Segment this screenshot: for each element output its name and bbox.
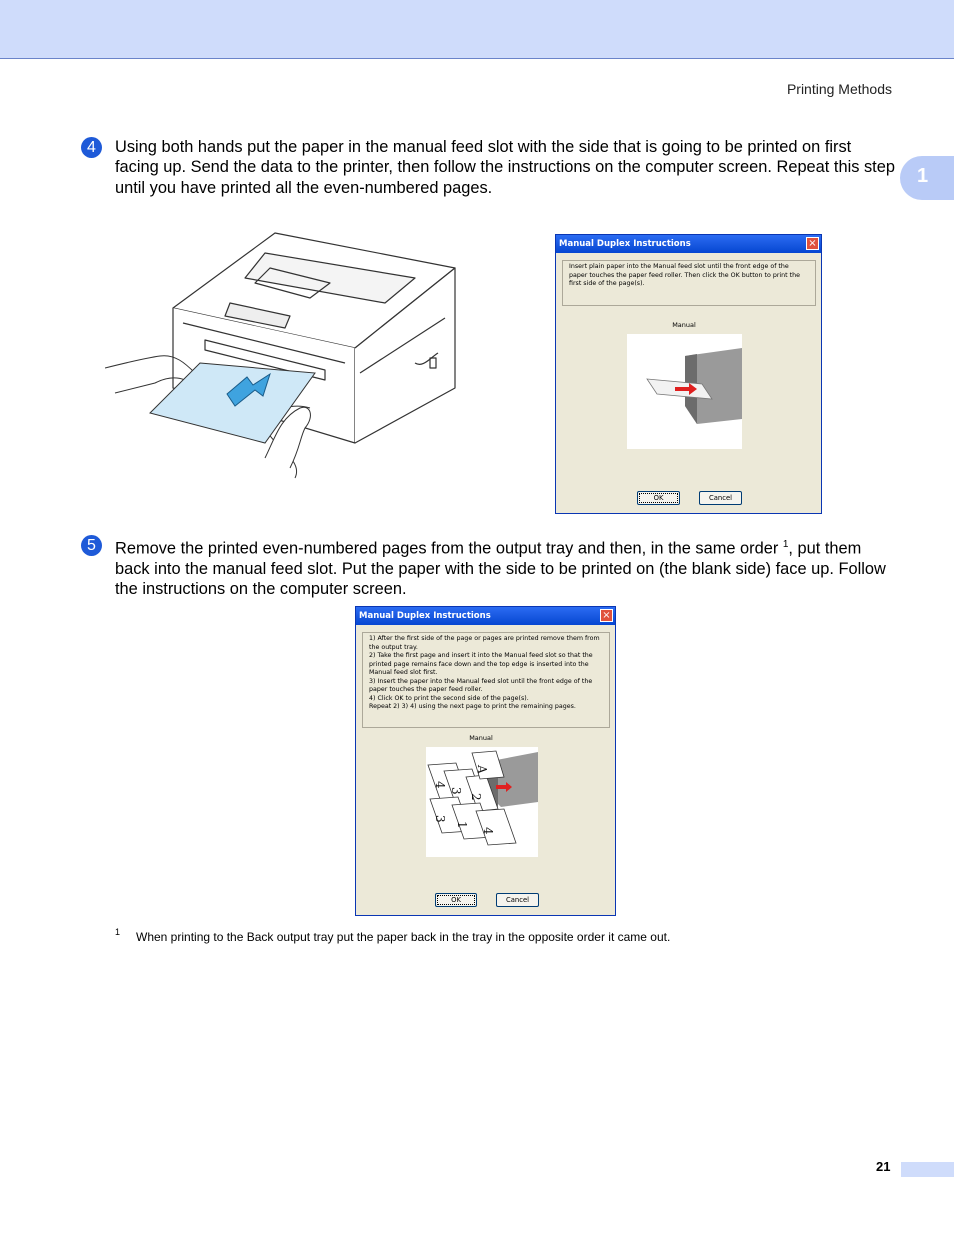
section-title: Printing Methods [786, 81, 892, 97]
svg-text:4: 4 [433, 781, 447, 789]
footnote-ref[interactable]: 1 [782, 539, 789, 550]
cancel-button[interactable]: Cancel [496, 893, 539, 907]
close-icon[interactable]: × [600, 609, 613, 622]
chapter-number: 1 [917, 165, 929, 187]
manual-duplex-dialog-1 [555, 234, 822, 514]
instruction-line: 4) Click OK to print the second side of the page(s). [369, 694, 529, 702]
step-5-text-part-2: , put them back into the manual feed slot. Put the paper with the side to be printed on (the blank side) face up. Follow the instructions on the computer screen. [115, 539, 886, 599]
duplex-pages-image [426, 747, 538, 857]
page-number: 21 [876, 1159, 891, 1174]
step-5-text [115, 535, 900, 600]
step-5-text-part-1: Remove the printed even-numbered pages from the output tray and then, in the same order [115, 539, 783, 558]
instruction-line: 2) Take the first page and insert it into the Manual feed slot so that the printed page remains face down and the top edge is inserted into the Manual feed slot first. [369, 652, 593, 676]
header-band [0, 0, 954, 59]
image-label: Manual [672, 321, 696, 329]
footnote-text: When printing to the Back output tray put the paper back in the tray in the opposite order it came out. [136, 930, 671, 944]
close-icon[interactable]: × [806, 237, 819, 250]
dialog-title: Manual Duplex Instructions [556, 235, 821, 253]
dialog-instructions: Insert plain paper into the Manual feed slot until the front edge of the paper touches the paper feed roller. Then click the OK button to print the first side of the page(s). [562, 260, 816, 306]
svg-text:4: 4 [481, 827, 495, 835]
image-label: Manual [469, 734, 493, 742]
step-number-5: 5 [81, 535, 102, 556]
svg-text:1: 1 [455, 821, 469, 829]
manual-feed-image [627, 334, 742, 449]
dialog-title: Manual Duplex Instructions [356, 607, 615, 625]
step-number-4: 4 [81, 137, 102, 158]
printer-manual-feed-illustration [105, 228, 460, 483]
svg-text:3: 3 [449, 787, 463, 795]
manual-duplex-dialog-2 [355, 606, 616, 916]
dialog-instructions [362, 632, 610, 728]
svg-text:2: 2 [469, 793, 483, 801]
cancel-button[interactable]: Cancel [699, 491, 742, 505]
chapter-tab [900, 156, 954, 200]
ok-button[interactable]: OK [637, 491, 680, 505]
step-4-text: Using both hands put the paper in the manual feed slot with the side that is going to be printed on first facing up. Send the data to the printer, then follow the instructions on the computer screen. Repeat this step until you have printed all the even-numbered pages. [115, 138, 895, 197]
instruction-line: Repeat 2) 3) 4) using the next page to print the remaining pages. [369, 703, 576, 710]
footnote-mark: 1 [115, 927, 121, 937]
instruction-line: 3) Insert the paper into the Manual feed slot until the front edge of the paper touches the paper feed roller. [369, 677, 593, 693]
instruction-line: 1) After the first side of the page or pages are printed remove them from the output tray. [369, 635, 600, 651]
svg-text:A: A [475, 765, 489, 774]
svg-text:3: 3 [433, 815, 447, 823]
ok-button[interactable]: OK [435, 893, 477, 907]
footer-band [901, 1162, 954, 1177]
